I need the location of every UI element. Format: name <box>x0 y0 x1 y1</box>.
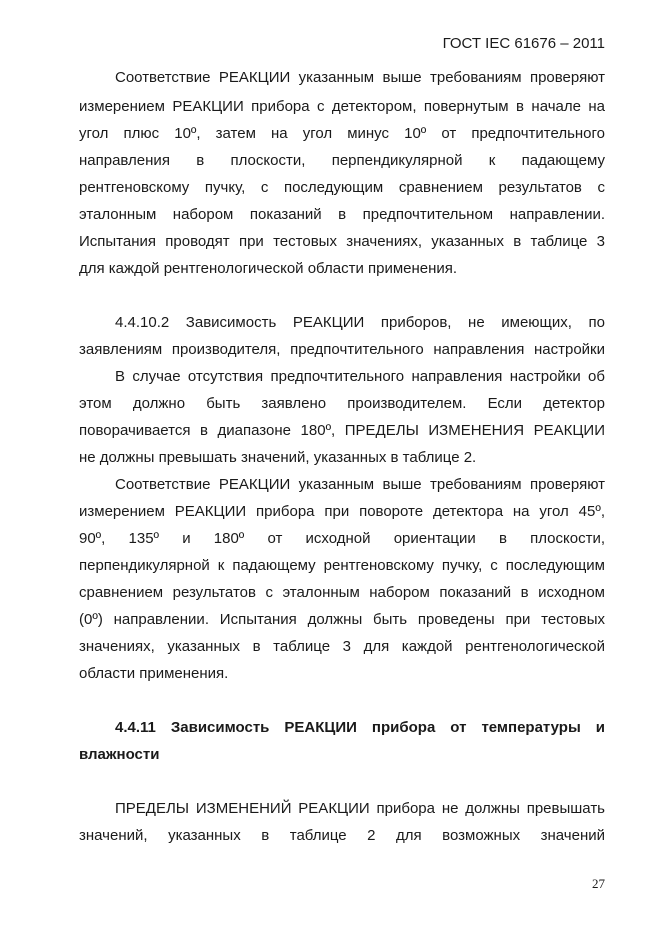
section-heading: влажности <box>79 746 160 763</box>
text-line: эталонным набором показаний в предпочтительном направлении. <box>79 206 605 223</box>
text-line: значениях, указанных в таблице 3 для каждой рентгенологической <box>79 638 605 655</box>
text-line: измерением РЕАКЦИИ прибора при повороте детектора на угол 45º, <box>79 503 605 520</box>
page-number: 27 <box>592 876 605 891</box>
section-heading: заявлениям производителя, предпочтительного направления настройки <box>79 341 605 358</box>
text-line: измерением РЕАКЦИИ прибора с детектором, повернутым в начале на <box>79 98 605 115</box>
section-heading: 4.4.11 Зависимость РЕАКЦИИ прибора от температуры и <box>115 719 605 736</box>
section-heading: 4.4.10.2 Зависимость РЕАКЦИИ приборов, не имеющих, по <box>115 314 605 331</box>
text-line: значений, указанных в таблице 2 для возможных значений <box>79 827 605 844</box>
text-line: 90º, 135º и 180º от исходной ориентации в плоскости, <box>79 530 605 547</box>
text-line: перпендикулярной к падающему рентгеновскому пучку, с последующим <box>79 557 605 574</box>
standard-header: ГОСТ IEC 61676 – 2011 <box>442 35 605 52</box>
text-line: В случае отсутствия предпочтительного направления настройки об <box>115 368 605 385</box>
text-line: рентгеновскому пучку, с последующим сравнением результатов с <box>79 179 605 196</box>
text-line: сравнением результатов с эталонным набором показаний в исходном <box>79 584 605 601</box>
text-line: угол плюс 10º, затем на угол минус 10º от предпочтительного <box>79 125 605 142</box>
text-line: поворачивается в диапазоне 180º, ПРЕДЕЛЫ ИЗМЕНЕНИЯ РЕАКЦИИ <box>79 422 605 439</box>
text-line: этом должно быть заявлено производителем. Если детектор <box>79 395 605 412</box>
text-line: (0º) направлении. Испытания должны быть проведены при тестовых <box>79 611 605 628</box>
text-line: Соответствие РЕАКЦИИ указанным выше требованиям проверяют <box>115 476 605 493</box>
text-line: области применения. <box>79 665 229 682</box>
text-line: не должны превышать значений, указанных в таблице 2. <box>79 449 477 466</box>
text-line: направления в плоскости, перпендикулярной к падающему <box>79 152 605 169</box>
text-line: Соответствие РЕАКЦИИ указанным выше требованиям проверяют <box>115 69 605 86</box>
text-line: для каждой рентгенологической области применения. <box>79 260 458 277</box>
text-line: Испытания проводят при тестовых значениях, указанных в таблице 3 <box>79 233 605 250</box>
text-line: ПРЕДЕЛЫ ИЗМЕНЕНИЙ РЕАКЦИИ прибора не должны превышать <box>115 800 605 817</box>
